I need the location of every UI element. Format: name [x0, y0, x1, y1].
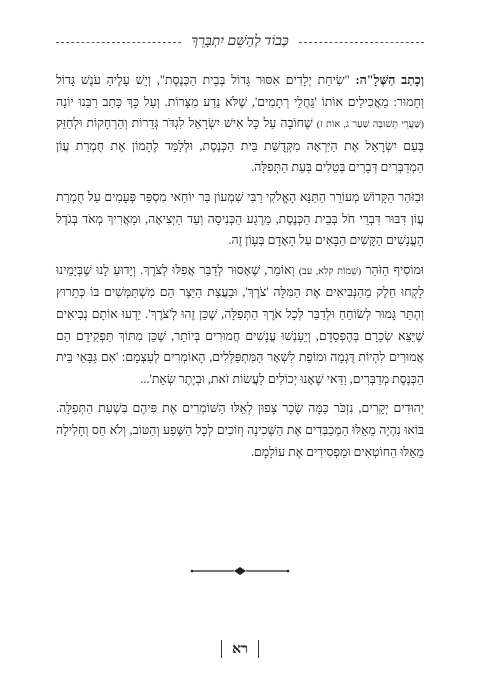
page-number-footer: [0, 640, 480, 658]
running-header: [56, 32, 424, 52]
header-rule-left: [56, 42, 181, 43]
section-divider-ornament: [190, 565, 290, 577]
paragraph-3: [56, 260, 424, 391]
paragraph-text: וּבַזֹּהַר הַקָּדוֹשׁ מְעוֹרֵר הַתַּנָּא הָאֱלֹקִי רַבִּי שִׁמְעוֹן בַּר יוֹחַאי מִסְפַּר פְּעָמִים עַל חֻמְרַת עֲוֹן דִּבּוּר דִּבְרֵי חֹל בְּבֵית הַכְּנֶסֶת, מֵרֶגַע הַכְּנִיסָה וְעַד הַיְּצִיאָה, וּמַאֲרִיךְ מְאֹד בְּגֹדֶל הָעֳנָשִׁים הַקָּשִׁים הַבָּאִים עַל הָאָדָם בְּעָוֹן זֶה.: [56, 189, 424, 248]
paragraph-text: וּמוֹסִיף הַזֹּהַר: [361, 262, 424, 277]
paragraph-text-continued: שֶׁחוֹבָה עַל כָּל אִישׁ יִשְׂרָאֵל לִגְדֹּר גְּדֵרוֹת וְהַרְחָקוֹת וּלְחַזֵּק בְּעַם יִשְׂרָאֵל אֶת הַיִּרְאָה מִקְּדֻשַּׁת בֵּית הַכְּנֶסֶת, וּלְלַמֵּד לֶהָמוֹן אֶת חֻמְרַת עֲוֹן הַמְדַבְּרִים דְּבָרִים בְּטֵלִים בְּעֵת הַתְּפִלָּה.: [56, 116, 424, 175]
paragraph-4: [56, 398, 424, 463]
paragraph-2: [56, 187, 424, 252]
header-rule-right: [299, 42, 424, 43]
paragraph-text-continued: וְאוֹמֵר, שֶׁאָסוּר לְדַבֵּר אֲפִלּוּ לְצֹרֶךְ. וְיָדוּעַ לָנוּ שֶׁבְּיָמֵינוּ לָקְחוּ חֵלֶק מֵהַנְּבִיאִים אֶת הַמִּלָּה 'צֹרֶךְ', וּבַעֲצַת הַיֵּצֶר הֵם מִשְׁתַּמְּשִׁים בּוֹ כְּתֵרוּץ וְהֶתֵּר גָּמוּר לְשׂוֹחֵחַ וּלְדַבֵּר לְכָל אֹרֶךְ הַתְּפִלָּה, שֶׁכֵּן זֶהוּ לְ'צֹרֶךְ'. יֵדְעוּ אוֹתָם נְבִיאִים שֶׁיֵּצֵא שְׂכָרָם בְּהֶפְסֵדָם, וְיֵעָנְשׁוּ עֳנָשִׁים חֲמוּרִים בְּיוֹתֵר, שֶׁכֵּן מִתּוֹךְ תַּפְקִידָם הֵם אֲמוּרִים לִהְיוֹת דֻּגְמָה וּמוֹפֵת לִשְׁאָר הַמִּתְפַּלְּלִים, הָאוֹמְרִים לְעַצְמָם: 'אִם גַּבָּאֵי בֵּית הַכְּנֶסֶת מְדַבְּרִים, וַדַּאי שֶׁאָנוּ יְכוֹלִים לַעֲשׂוֹת זֹאת, וּבְיֶתֶר שְׂאֵת'...: [56, 262, 424, 386]
paragraph-text: "שִׂיחַת יְלָדִים אִסּוּר גָּדוֹל בְּבֵית הַכְּנֶסֶת", וְיֵשׁ עָלֶיהָ עֹנֶשׁ גָּדוֹל וְחָמוּר: מַאֲכִילִים אוֹתוֹ 'גַּחֲלֵי רְתָמִים', שֶׁלֹּא נֵדַע מִצָּרוֹת. וְעַל כָּךְ כָּתַב רַבֵּנוּ יוֹנָה: [56, 73, 424, 109]
paragraph-1: [56, 70, 424, 179]
source-citation: (שַׁעֲרֵי תְשׁוּבָה שַׁעַר ג, אוֹת ז): [316, 119, 425, 131]
header-title: כְּבוֹד לְהַשֵּׁם יִתְבָּרֵךְ: [191, 34, 289, 49]
source-citation: (שְׁמוֹת קלא, עב): [298, 265, 362, 277]
paragraph-lead: וְכָתַב הַשְּׁלָ"ה:: [355, 73, 424, 87]
page-number: רא: [221, 640, 259, 658]
paragraph-text: יְהוּדִים יְקָרִים, נִזְכֹּר כַּמָּה שָׂכָר צָפוּן לְאֵלּוּ הַשּׁוֹמְרִים אֶת פִּיהֶם בִּשְׁעַת הַתְּפִלָּה. בּוֹאוּ נִהְיֶה מֵאֵלּוּ הַמְכַבְּדִים אֶת הַשְּׁכִינָה וְזוֹכִים לְכָל הַשֶּׁפַע וְהַטּוֹב, וְלֹא חַס וְחָלִילָה מֵאֵלּוּ הַחוֹטְאִים וּמַפְסִידִים אֶת עוֹלָמָם.: [56, 401, 424, 459]
body-text: [56, 70, 424, 471]
